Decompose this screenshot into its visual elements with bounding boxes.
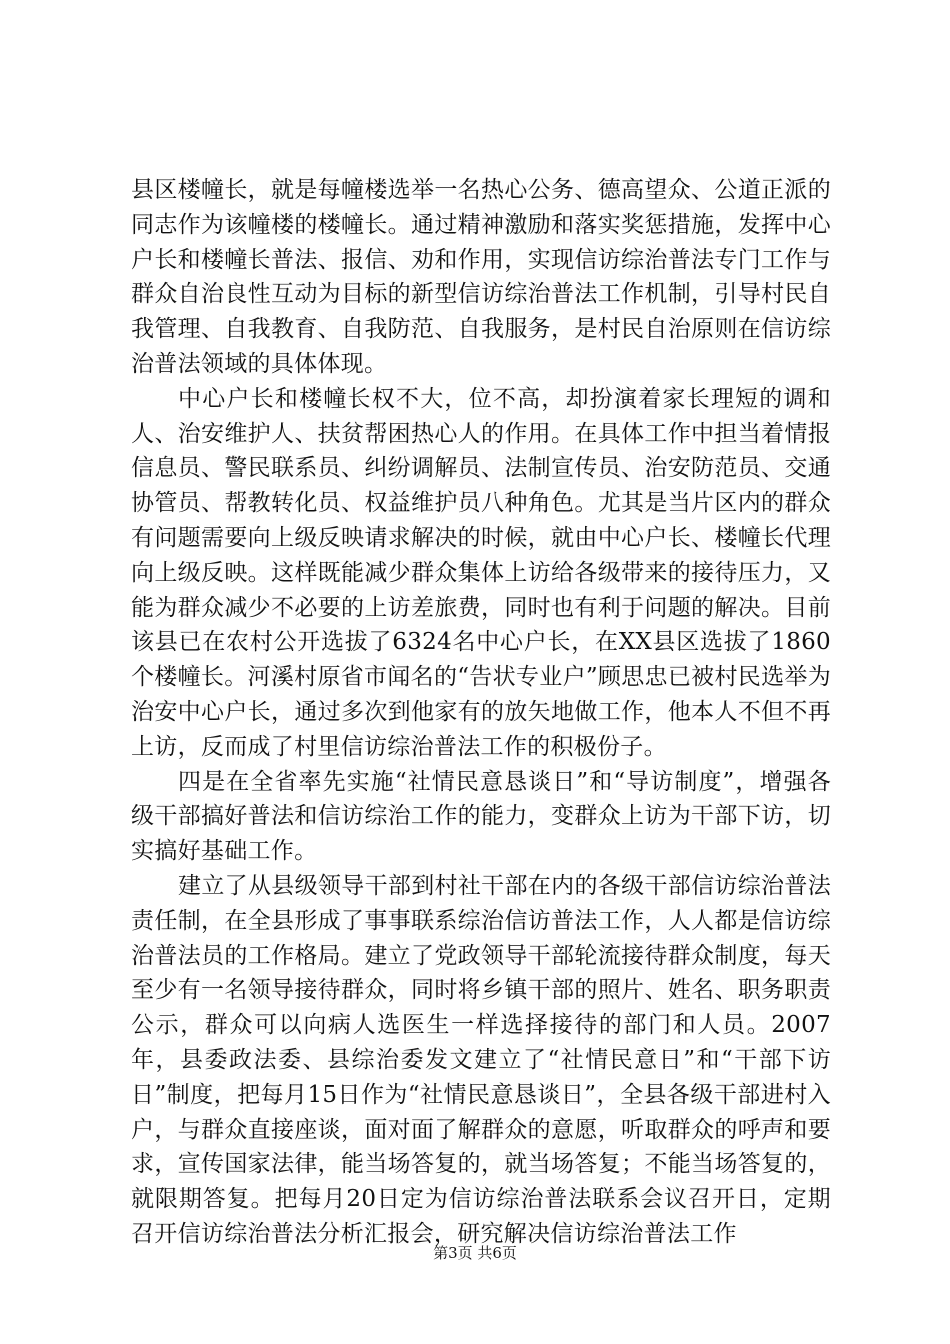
page-number-label: 第3页 共6页 (433, 1244, 517, 1262)
page-footer (0, 1243, 950, 1263)
paragraph-3: 四是在全省率先实施“社情民意恳谈日”和“导访制度”，增强各级干部搞好普法和信访综治工作的能力，变群众上访为干部下访，切实搞好基础工作。 (131, 768, 831, 865)
paragraph-2: 中心户长和楼幢长权不大，位不高，却扮演着家长理短的调和人、治安维护人、扶贫帮困热心人的作用。在具体工作中担当着情报信息员、警民联系员、纠纷调解员、法制宣传员、治安防范员、交通协管员、帮教转化员、权益维护员八种角色。尤其是当片区内的群众有问题需要向上级反映请求解决的时候，就由中心户长、楼幢长代理向上级反映。这样既能减少群众集体上访给各级带来的接待压力，又能为群众减少不必要的上访差旅费，同时也有利于问题的解决。目前该县已在农村公开选拔了6324名中心户长，在XX县区选拔了1860个楼幢长。河溪村原省市闻名的“告状专业户”顾思忠已被村民选举为治安中心户长，通过多次到他家有的放矢地做工作，他本人不但不再上访，反而成了村里信访综治普法工作的积极份子。 (131, 385, 831, 760)
body-text (131, 173, 831, 1252)
paragraph-1: 县区楼幢长，就是每幢楼选举一名热心公务、德高望众、公道正派的同志作为该幢楼的楼幢长。通过精神激励和落实奖惩措施，发挥中心户长和楼幢长普法、报信、劝和作用，实现信访综治普法专门工作与群众自治良性互动为目标的新型信访综治普法工作机制，引导村民自我管理、自我教育、自我防范、自我服务，是村民自治原则在信访综治普法领域的具体体现。 (131, 177, 831, 377)
paragraph-4: 建立了从县级领导干部到村社干部在内的各级干部信访综治普法责任制，在全县形成了事事联系综治信访普法工作，人人都是信访综治普法员的工作格局。建立了党政领导干部轮流接待群众制度，每天至少有一名领导接待群众，同时将乡镇干部的照片、姓名、职务职责公示，群众可以向病人选医生一样选择接待的部门和人员。2007年，县委政法委、县综治委发文建立了“社情民意日”和“干部下访日”制度，把每月15日作为“社情民意恳谈日”，全县各级干部进村入户，与群众直接座谈，面对面了解群众的意愿，听取群众的呼声和要求，宣传国家法律，能当场答复的，就当场答复；不能当场答复的，就限期答复。把每月20日定为信访综治普法联系会议召开日，定期召开信访综治普法分析汇报会，研究解决信访综治普法工作 (131, 872, 831, 1247)
